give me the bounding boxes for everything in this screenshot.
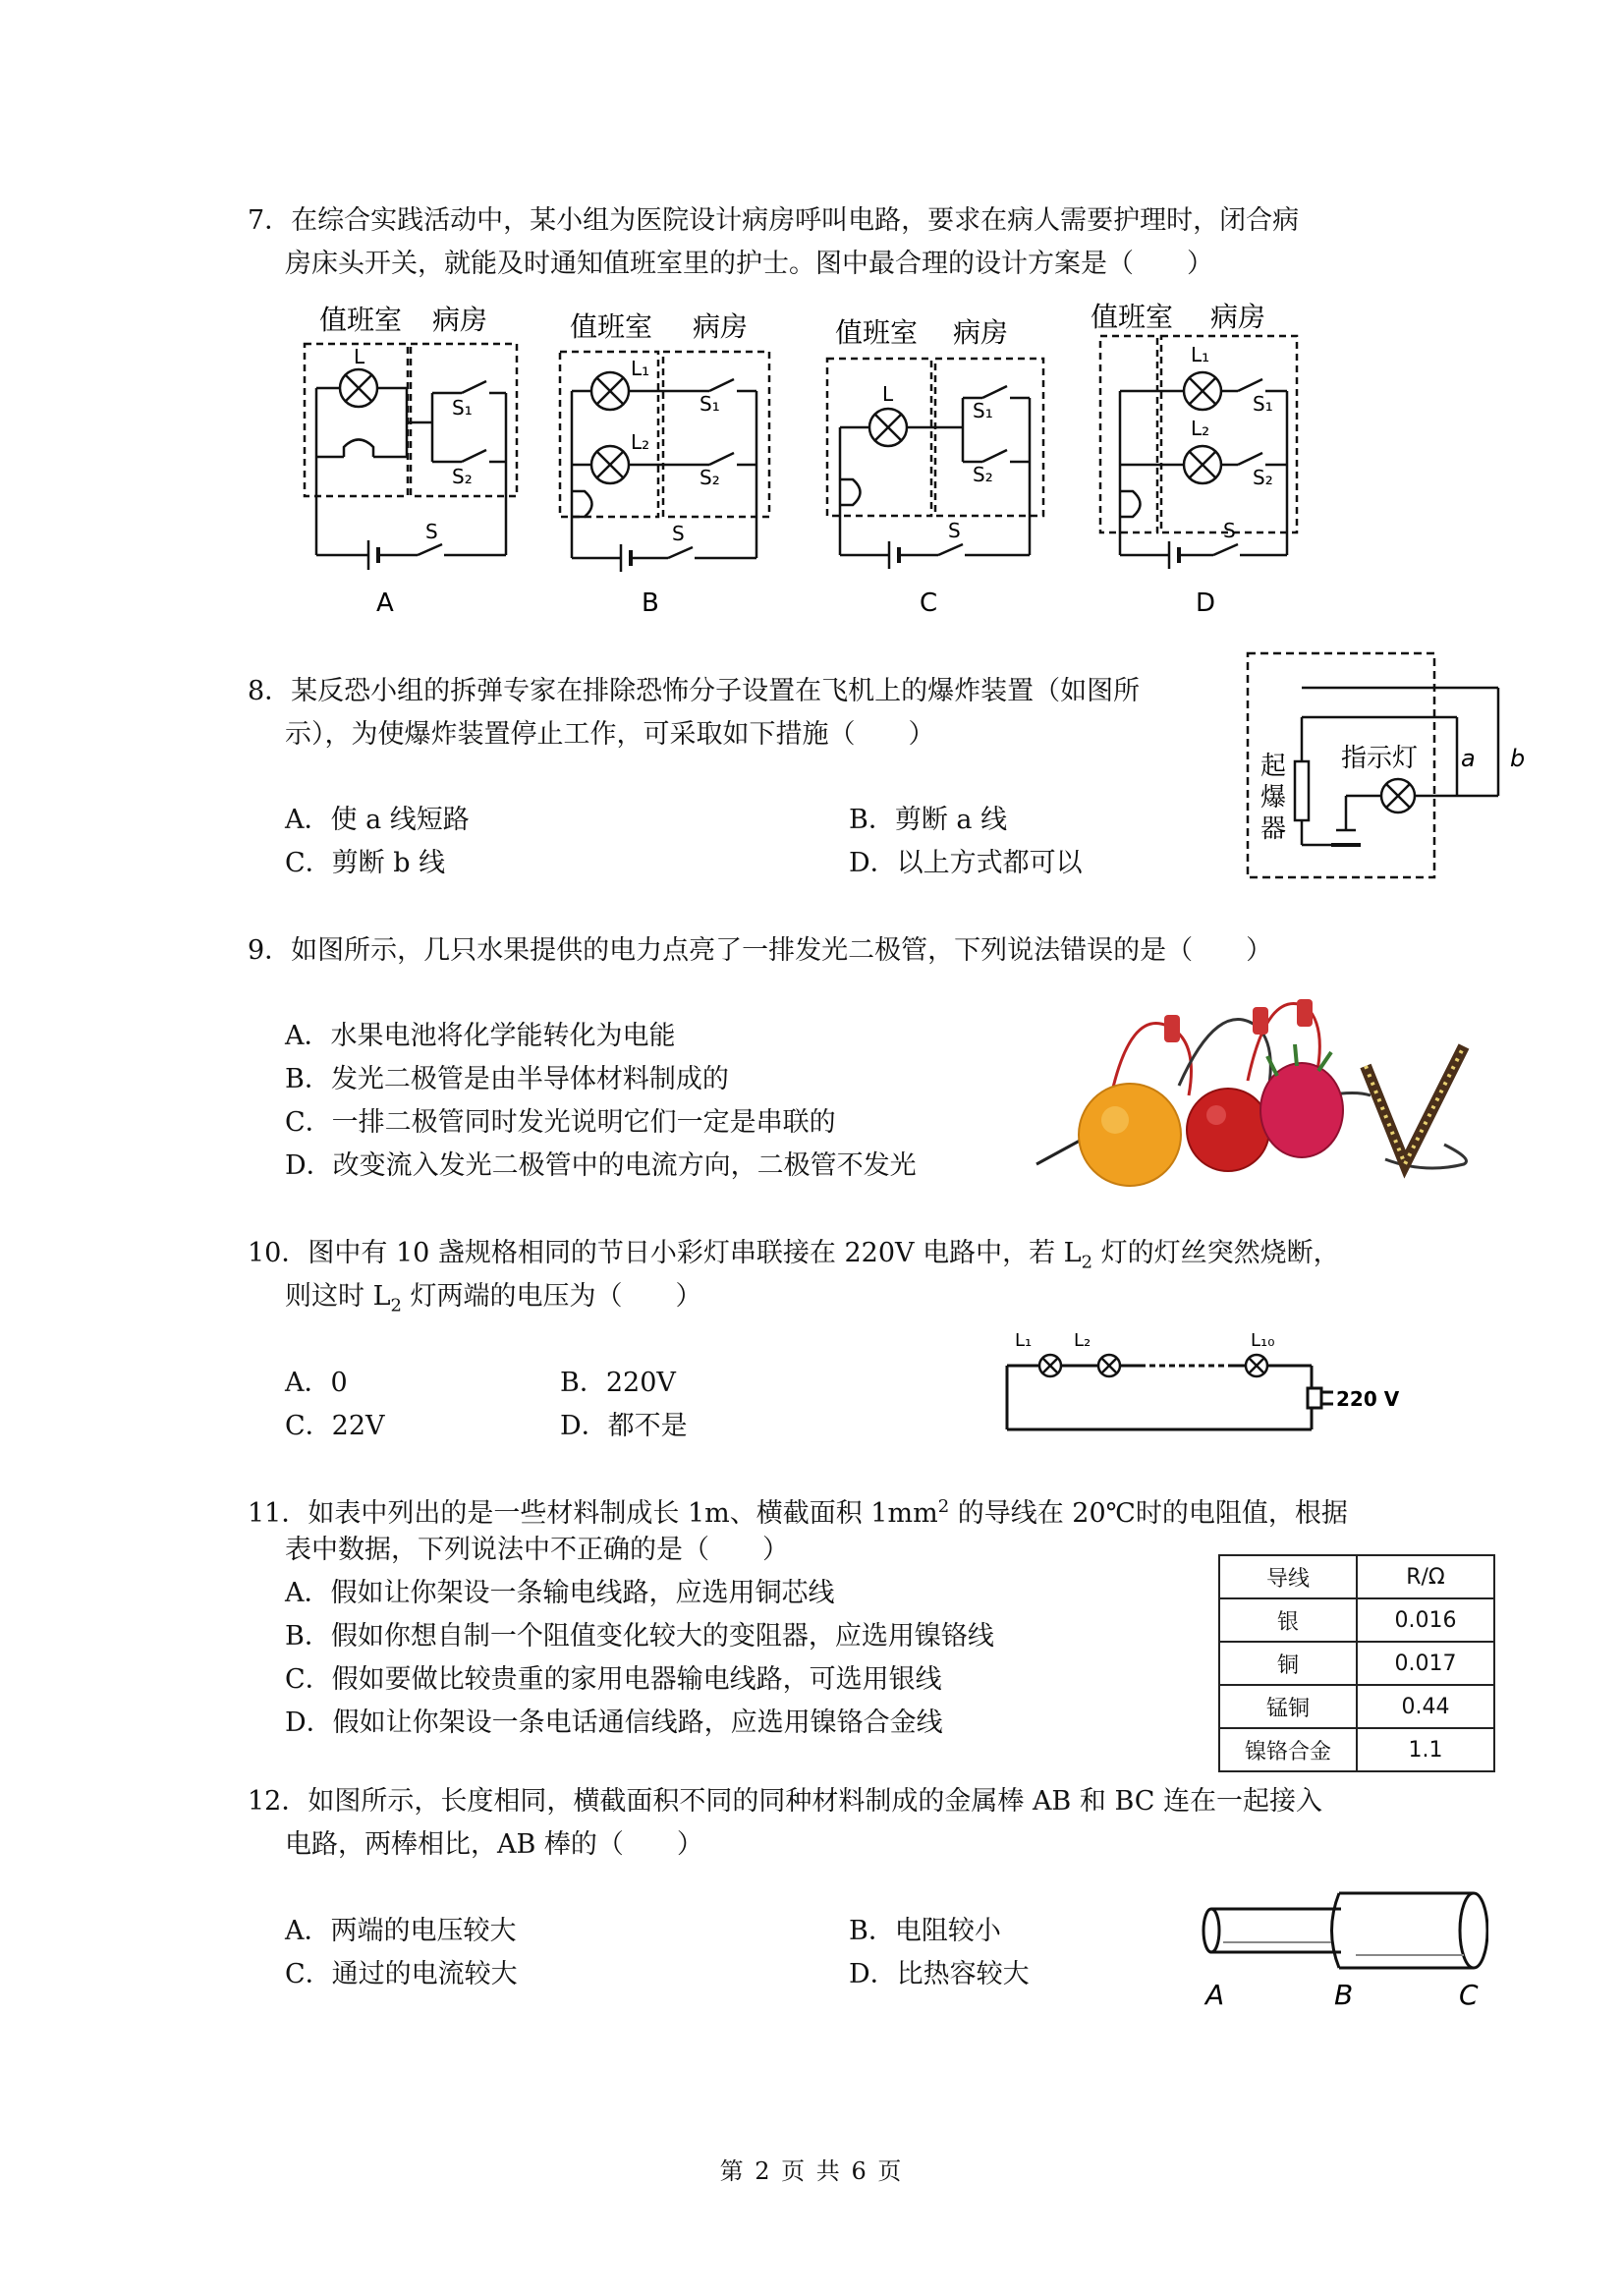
q10-line1: 10．图中有 10 盏规格相同的节日小彩灯串联接在 220V 电路中，若 $L_2$ 灯的灯丝突然烧断， — [248, 1238, 1340, 1273]
table-row — [1219, 1642, 1494, 1685]
q7-line1: 7．在综合实践活动中，某小组为医院设计病房呼叫电路，要求在病人需要护理时，闭合病 — [248, 205, 1300, 236]
diagram-a — [305, 344, 517, 570]
voltage-label: 220 V — [1336, 1387, 1400, 1411]
q7-line2: 房床头开关，就能及时通知值班室里的护士。图中最合理的设计方案是（ ） — [285, 249, 1213, 279]
q8-option-c: C．剪断 b 线 — [285, 848, 446, 878]
orange-icon — [1079, 1084, 1181, 1186]
point-b-label: B — [1334, 1979, 1354, 2011]
diagram-c-lamp-label: L — [882, 382, 894, 406]
q12-option-b: B．电阻较小 — [849, 1916, 1001, 1946]
diagram-c-s-label: S — [948, 519, 961, 542]
q10-option-d: D．都不是 — [560, 1411, 688, 1441]
diagram-a-lamp — [340, 369, 377, 407]
q10-option-a: A．0 — [285, 1368, 348, 1398]
diagram-c-s2-label: S₂ — [973, 463, 993, 486]
diagram-d-l2-label: L₂ — [1191, 417, 1210, 440]
q8-line1: 8．某反恐小组的拆弹专家在排除恐怖分子设置在飞机上的爆炸装置（如图所 — [248, 676, 1141, 706]
table-cell: 铜 — [1219, 1642, 1357, 1685]
diagram-d-lamp1 — [1184, 372, 1221, 410]
diagram-d-s2-label: S₂ — [1253, 466, 1273, 489]
diagram-b-l1-label: L₁ — [631, 357, 650, 380]
detonator-char-2: 爆 — [1260, 783, 1287, 812]
table-cell: 0.44 — [1357, 1685, 1494, 1728]
detonator-char-1: 起 — [1260, 752, 1287, 781]
q12-option-c: C．通过的电流较大 — [285, 1959, 518, 1989]
q11-option-b: B．假如你想自制一个阻值变化较大的变阻器，应选用镍铬线 — [285, 1621, 994, 1652]
diagram-b-duty-label: 值班室 — [570, 310, 653, 343]
diagram-a-ward-label: 病房 — [432, 304, 488, 336]
q12-line2: 电路，两棒相比，AB 棒的（ ） — [285, 1829, 703, 1860]
lamp-l2-label: L₂ — [1074, 1330, 1091, 1351]
option-label-c: C — [920, 588, 938, 618]
table-cell: 银 — [1219, 1598, 1357, 1642]
q11-line1: 11．如表中列出的是一些材料制成长 1m、横截面积 $1mm^2$ 的导线在 20℃时的电阻值，根据 — [248, 1496, 1348, 1529]
q10-option-b: B．220V — [560, 1368, 676, 1398]
diagram-b-s2-label: S₂ — [700, 466, 720, 489]
clip-icon — [1164, 1015, 1180, 1042]
diagram-a-duty-label: 值班室 — [319, 304, 403, 336]
q11-option-d: D．假如让你架设一条电话通信线路，应选用镍铬合金线 — [285, 1708, 943, 1738]
q8-option-a: A．使 a 线短路 — [285, 805, 470, 835]
diagram-d-s1-label: S₁ — [1253, 392, 1273, 416]
diagram-d-lamp2 — [1184, 446, 1221, 483]
q11-line2: 表中数据，下列说法中不正确的是（ ） — [285, 1535, 789, 1565]
q12-option-a: A．两端的电压较大 — [285, 1916, 517, 1946]
q9-line1: 9．如图所示，几只水果提供的电力点亮了一排发光二极管，下列说法错误的是（ ） — [248, 935, 1273, 966]
option-label-d: D — [1196, 588, 1216, 618]
diagram-b-s1-label: S₁ — [700, 392, 720, 416]
q9-option-d: D．改变流入发光二极管中的电流方向，二极管不发光 — [285, 1150, 917, 1181]
table-header-cell: R/Ω — [1357, 1555, 1494, 1598]
table-header-row — [1219, 1555, 1494, 1598]
diagram-c-s1-label: S₁ — [973, 399, 993, 422]
point-a-label: A — [1205, 1979, 1225, 2011]
q8-option-b: B．剪断 a 线 — [849, 805, 1008, 835]
indicator-label: 指示灯 — [1341, 744, 1419, 773]
q11-option-a: A．假如让你架设一条输电线路，应选用铜芯线 — [285, 1578, 835, 1608]
q10-lamp-series-figure — [997, 1321, 1410, 1439]
dragonfruit-icon — [1260, 1063, 1343, 1157]
q10-option-c: C．22V — [285, 1411, 385, 1441]
diagram-b-lamp2 — [591, 446, 629, 483]
diagram-a-lamp-label: L — [354, 345, 365, 368]
table-cell: 镍铬合金 — [1219, 1728, 1357, 1771]
diagram-c-lamp — [869, 409, 907, 446]
table-row — [1219, 1598, 1494, 1642]
table-cell: 1.1 — [1357, 1728, 1494, 1771]
diagram-d-ward-label: 病房 — [1210, 301, 1266, 333]
page-footer: 第 2 页 共 6 页 — [719, 2157, 904, 2185]
diagram-d-duty-label: 值班室 — [1091, 301, 1174, 333]
diagram-c-duty-label: 值班室 — [835, 316, 919, 349]
lamp-l10-label: L₁₀ — [1251, 1330, 1275, 1351]
table-cell: 0.016 — [1357, 1598, 1494, 1642]
option-label-a: A — [376, 588, 394, 618]
q9-option-b: B．发光二极管是由半导体材料制成的 — [285, 1064, 729, 1094]
q8-line2: 示），为使爆炸装置停止工作，可采取如下措施（ ） — [285, 719, 935, 750]
q10-line2: 则这时 $L_2$ 灯两端的电压为（ ） — [285, 1281, 702, 1316]
q9-option-c: C．一排二极管同时发光说明它们一定是串联的 — [285, 1107, 836, 1138]
q12-rod-figure — [1194, 1881, 1488, 2019]
q11-option-c: C．假如要做比较贵重的家用电器输电线路，可选用银线 — [285, 1664, 942, 1695]
wire-a-label: a — [1461, 745, 1476, 772]
q8-option-d: D．以上方式都可以 — [849, 848, 1083, 878]
lamp-l1-label: L₁ — [1015, 1330, 1033, 1351]
diagram-a-s-label: S — [425, 520, 438, 543]
resistance-table — [1218, 1554, 1495, 1772]
option-label-b: B — [642, 588, 659, 618]
diagram-b-l2-label: L₂ — [631, 430, 650, 454]
q12-option-d: D．比热容较大 — [849, 1959, 1030, 1989]
diagram-b-s-label: S — [672, 522, 685, 545]
diagram-b-lamp1 — [591, 372, 629, 410]
q9-fruit-battery-image — [1032, 987, 1483, 1194]
detonator-char-3: 器 — [1260, 814, 1287, 844]
point-c-label: C — [1459, 1979, 1479, 2011]
diagram-b-ward-label: 病房 — [693, 310, 749, 343]
indicator-lamp-icon — [1381, 779, 1415, 812]
tomato-icon — [1187, 1089, 1269, 1171]
table-cell: 锰铜 — [1219, 1685, 1357, 1728]
q7-circuit-diagrams — [295, 295, 1336, 629]
diagram-d-s-label: S — [1223, 519, 1236, 542]
diagram-a-s2-label: S₂ — [452, 465, 473, 488]
table-row — [1219, 1728, 1494, 1771]
diagram-c-ward-label: 病房 — [953, 316, 1009, 349]
table-header-cell: 导线 — [1219, 1555, 1357, 1598]
q9-option-a: A．水果电池将化学能转化为电能 — [285, 1021, 676, 1051]
diagram-c — [827, 359, 1043, 569]
q8-bomb-figure — [1243, 648, 1538, 884]
table-cell: 0.017 — [1357, 1642, 1494, 1685]
table-row — [1219, 1685, 1494, 1728]
diagram-a-s1-label: S₁ — [452, 396, 473, 420]
diagram-d-l1-label: L₁ — [1191, 343, 1210, 366]
wire-b-label: b — [1510, 745, 1526, 772]
q12-line1: 12．如图所示，长度相同，横截面积不同的同种材料制成的金属棒 AB 和 BC 连在一起接入 — [248, 1786, 1323, 1817]
